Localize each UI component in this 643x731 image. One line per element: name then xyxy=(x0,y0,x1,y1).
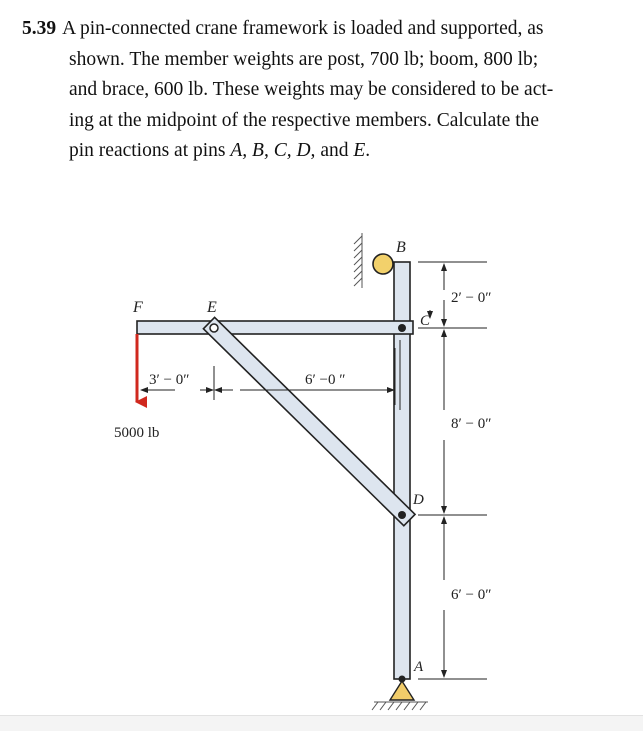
problem-line-4: ing at the midpoint of the respective members. Calculate the xyxy=(69,109,540,131)
footer-bar xyxy=(0,715,643,731)
dimension-bottom: 6′ − 0″ xyxy=(451,587,492,603)
label-e: E xyxy=(207,299,217,316)
problem-line-2: shown. The member weights are post, 700 lb; boom, 800 lb; xyxy=(69,48,539,70)
problem-number: 5.39 xyxy=(22,18,57,39)
pin-d xyxy=(398,511,406,519)
label-c: C xyxy=(420,313,431,329)
dimension-left-horizontal: 3′ − 0″ xyxy=(149,372,190,388)
pin-e xyxy=(210,324,218,332)
label-f: F xyxy=(133,299,143,316)
boom-member xyxy=(137,321,413,334)
problem-line-3: and brace, 600 lb. These weights may be considered to be act- xyxy=(69,79,554,100)
support-a xyxy=(390,681,414,700)
label-a: A xyxy=(414,659,424,675)
dimension-middle: 8′ − 0″ xyxy=(451,416,492,432)
problem-line-1: 5.39 A pin-connected crane framework is loaded and supported, as xyxy=(22,18,544,39)
pin-c xyxy=(398,324,406,332)
ceiling-support-hatch xyxy=(354,233,362,288)
label-b: B xyxy=(396,239,406,256)
brace-member xyxy=(203,317,415,525)
dimension-right-horizontal: 6′ −0 ″ xyxy=(305,372,346,388)
load-label: 5000 lb xyxy=(114,425,160,441)
pulley-b xyxy=(373,254,393,274)
label-d: D xyxy=(413,492,424,508)
problem-line-5: pin reactions at pins A, B, C, D, and E. xyxy=(69,140,371,161)
ground-hatch xyxy=(372,702,428,710)
dimension-top: 2′ − 0″ xyxy=(451,290,492,306)
